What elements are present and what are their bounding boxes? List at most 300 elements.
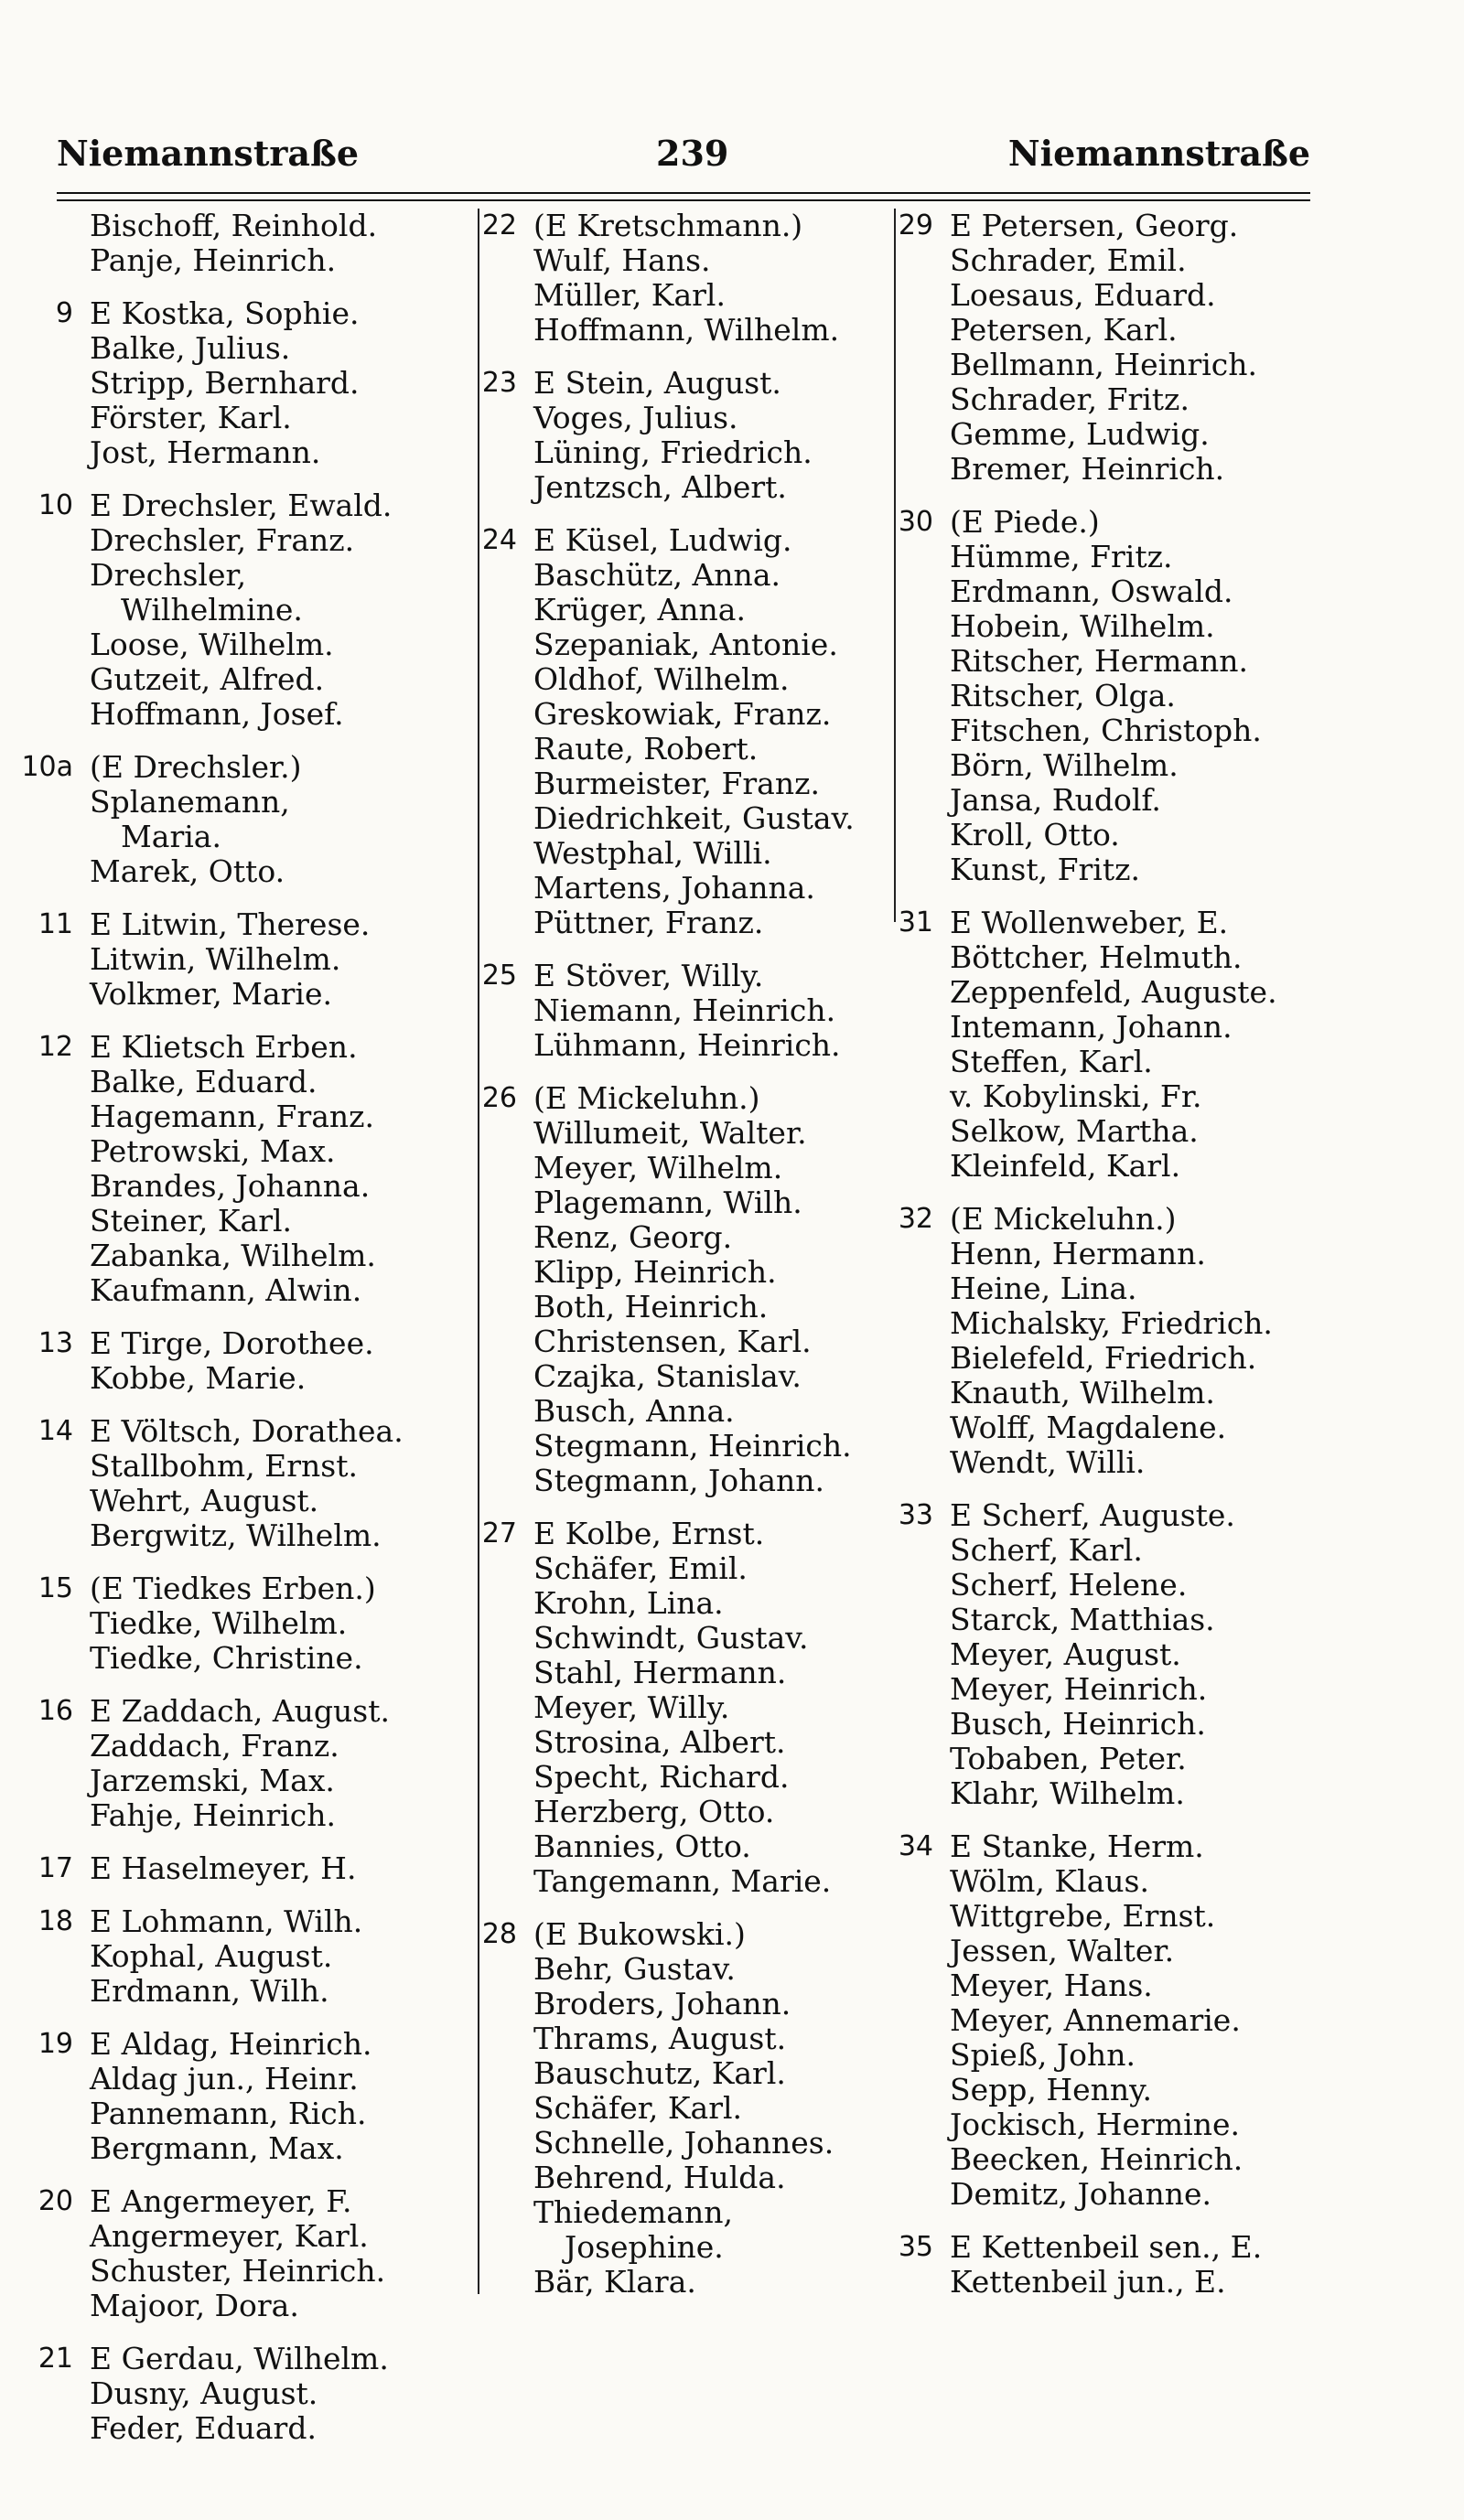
directory-entry — [878, 1237, 1427, 1271]
resident-name: Loose, Wilhelm. — [90, 627, 334, 662]
directory-entry — [878, 452, 1427, 487]
directory-entry — [878, 853, 1427, 887]
resident-name: Lühmann, Heinrich. — [533, 1027, 841, 1063]
resident-name: Wölm, Klaus. — [950, 1863, 1149, 1899]
resident-name: (E Piede.) — [950, 504, 1100, 540]
house-number: 24 — [481, 524, 517, 556]
resident-name: Börn, Wilhelm. — [950, 747, 1179, 783]
resident-name: E Petersen, Georg. — [950, 208, 1239, 243]
house-number: 23 — [481, 367, 517, 399]
header-rule-top — [57, 192, 1310, 194]
resident-name: E Kettenbeil sen., E. — [950, 2229, 1263, 2265]
resident-name: Kunst, Fritz. — [950, 852, 1140, 887]
directory-column-1 — [18, 209, 476, 2446]
directory-entry — [18, 1729, 476, 1764]
resident-name: Meyer, August. — [950, 1636, 1181, 1672]
directory-entry — [18, 1361, 476, 1396]
directory-entry — [878, 1603, 1427, 1637]
directory-entry — [462, 313, 892, 348]
directory-entry — [18, 2376, 476, 2411]
directory-entry — [18, 1273, 476, 1308]
directory-entry — [878, 1410, 1427, 1445]
directory-entry — [878, 278, 1427, 313]
resident-name: Schrader, Emil. — [950, 242, 1187, 278]
directory-entry — [462, 1255, 892, 1290]
resident-name: Hümme, Fritz. — [950, 539, 1173, 574]
resident-name: Henn, Hermann. — [950, 1236, 1206, 1271]
directory-entry — [18, 558, 476, 593]
resident-name: Bauschutz, Karl. — [533, 2055, 786, 2091]
directory-entry — [878, 1079, 1427, 1114]
directory-entry — [462, 2195, 892, 2230]
resident-name: (E Tiedkes Erben.) — [90, 1571, 376, 1606]
resident-name: Bischoff, Reinhold. — [90, 208, 378, 243]
resident-name: Feder, Eduard. — [90, 2410, 317, 2446]
resident-name: Steffen, Karl. — [950, 1044, 1153, 1079]
resident-name: Szepaniak, Antonie. — [533, 627, 838, 662]
resident-name: Petersen, Karl. — [950, 312, 1178, 348]
resident-name: Panje, Heinrich. — [90, 242, 337, 278]
resident-name: Kettenbeil jun., E. — [950, 2264, 1226, 2300]
directory-entry — [878, 1010, 1427, 1045]
directory-entry — [462, 1151, 892, 1185]
directory-entry — [18, 1764, 476, 1798]
resident-name: E Tirge, Dorothee. — [90, 1325, 374, 1361]
resident-name: Jockisch, Hermine. — [950, 2107, 1240, 2142]
directory-entry — [878, 1934, 1427, 1968]
resident-name: Stahl, Hermann. — [533, 1655, 787, 1690]
directory-entry — [878, 1864, 1427, 1899]
directory-entry — [462, 1656, 892, 1690]
directory-entry — [878, 2230, 1427, 2265]
directory-entry — [878, 1637, 1427, 1672]
resident-name: Splanemann, — [90, 784, 290, 820]
resident-name: E Kolbe, Ernst. — [533, 1516, 765, 1551]
directory-entry — [18, 2184, 476, 2219]
resident-name: Meyer, Wilhelm. — [533, 1150, 783, 1185]
directory-entry — [878, 382, 1427, 417]
resident-name: Kophal, August. — [90, 1938, 333, 1974]
resident-name: Hoffmann, Wilhelm. — [533, 312, 840, 348]
directory-entry — [462, 435, 892, 470]
resident-name: Demitz, Johanne. — [950, 2176, 1212, 2212]
resident-name: E Angermeyer, F. — [90, 2183, 352, 2219]
resident-name: Müller, Karl. — [533, 277, 726, 313]
resident-name: Both, Heinrich. — [533, 1289, 769, 1324]
resident-name: Brandes, Johanna. — [90, 1168, 371, 1204]
resident-name: E Küsel, Ludwig. — [533, 522, 792, 558]
resident-name: Westphal, Willi. — [533, 835, 772, 871]
resident-name: E Haselmeyer, H. — [90, 1850, 357, 1886]
resident-name: Tiedke, Christine. — [90, 1640, 363, 1676]
header-rule-bottom — [57, 199, 1310, 201]
resident-name: Hobein, Wilhelm. — [950, 608, 1215, 644]
house-number: 20 — [38, 2185, 73, 2217]
directory-entry — [878, 505, 1427, 540]
resident-name: Knauth, Wilhelm. — [950, 1375, 1215, 1410]
directory-entry — [462, 1829, 892, 1864]
resident-name: Herzberg, Otto. — [533, 1794, 775, 1829]
directory-entry — [18, 2027, 476, 2062]
resident-name: Strosina, Albert. — [533, 1724, 786, 1760]
resident-name: Intemann, Johann. — [950, 1009, 1233, 1045]
directory-entry — [18, 1099, 476, 1134]
house-number: 17 — [38, 1852, 73, 1884]
resident-name: E Scherf, Auguste. — [950, 1497, 1235, 1533]
directory-entry — [18, 435, 476, 470]
resident-name: Drechsler, — [90, 557, 247, 593]
directory-entry — [878, 1202, 1427, 1237]
directory-entry — [462, 1760, 892, 1795]
resident-name: Renz, Georg. — [533, 1219, 733, 1255]
directory-entry — [462, 1429, 892, 1464]
directory-entry — [18, 2411, 476, 2446]
resident-name: Förster, Karl. — [90, 400, 292, 435]
resident-name: E Klietsch Erben. — [90, 1029, 358, 1065]
directory-entry — [878, 2107, 1427, 2142]
directory-entry — [18, 523, 476, 558]
resident-name: (E Mickeluhn.) — [533, 1080, 760, 1116]
resident-name: Christensen, Karl. — [533, 1324, 812, 1359]
resident-name: Jessen, Walter. — [950, 1933, 1175, 1968]
resident-name: Busch, Anna. — [533, 1393, 735, 1429]
resident-name: Kobbe, Marie. — [90, 1360, 307, 1396]
directory-entry — [18, 1169, 476, 1204]
directory-entry — [18, 2096, 476, 2131]
directory-entry — [18, 1204, 476, 1239]
resident-name: Meyer, Annemarie. — [950, 2002, 1241, 2038]
resident-name: Hagemann, Franz. — [90, 1099, 375, 1134]
house-number: 25 — [481, 960, 517, 992]
directory-entry — [878, 1114, 1427, 1149]
directory-entry — [18, 1904, 476, 1939]
directory-entry — [878, 748, 1427, 783]
resident-name: Kaufmann, Alwin. — [90, 1272, 362, 1308]
resident-name: E Stöver, Willy. — [533, 958, 764, 993]
resident-name: Erdmann, Oswald. — [950, 574, 1233, 609]
directory-entry — [18, 1326, 476, 1361]
house-number: 22 — [481, 209, 517, 241]
directory-entry — [878, 1533, 1427, 1568]
directory-entry — [878, 1829, 1427, 1864]
resident-name: Loesaus, Eduard. — [950, 277, 1216, 313]
resident-name: Klipp, Heinrich. — [533, 1254, 777, 1290]
resident-name: Zeppenfeld, Auguste. — [950, 974, 1277, 1010]
resident-name: v. Kobylinski, Fr. — [950, 1078, 1202, 1114]
house-number: 21 — [38, 2343, 73, 2375]
directory-entry — [878, 1306, 1427, 1341]
directory-entry — [18, 977, 476, 1012]
resident-name: Oldhof, Wilhelm. — [533, 661, 790, 697]
house-number: 29 — [898, 209, 933, 241]
resident-name: Schuster, Heinrich. — [90, 2253, 386, 2289]
resident-name: Aldag jun., Heinr. — [90, 2061, 359, 2096]
resident-name: Stallbohm, Ernst. — [90, 1448, 358, 1484]
directory-entry — [18, 662, 476, 697]
directory-entry — [462, 2021, 892, 2056]
directory-entry — [878, 609, 1427, 644]
resident-name: Petrowski, Max. — [90, 1133, 336, 1169]
directory-entry — [462, 523, 892, 558]
directory-entry — [18, 1798, 476, 1833]
resident-name: Jost, Hermann. — [90, 434, 321, 470]
directory-entry — [878, 1445, 1427, 1480]
resident-name: Klahr, Wilhelm. — [950, 1775, 1185, 1811]
directory-entry — [18, 593, 476, 627]
directory-entry — [462, 1917, 892, 1952]
resident-name: Schnelle, Johannes. — [533, 2125, 834, 2161]
directory-entry — [462, 959, 892, 993]
directory-entry — [462, 1185, 892, 1220]
house-number: 26 — [481, 1082, 517, 1114]
directory-entry — [462, 209, 892, 243]
directory-entry — [462, 1517, 892, 1551]
directory-entry — [462, 558, 892, 593]
directory-entry — [18, 1030, 476, 1065]
resident-name: Lüning, Friedrich. — [533, 434, 813, 470]
house-number: 31 — [898, 906, 933, 938]
house-number: 19 — [38, 2028, 73, 2060]
resident-name: Krohn, Lina. — [533, 1585, 724, 1621]
directory-entry — [18, 785, 476, 820]
resident-name: Scherf, Karl. — [950, 1532, 1143, 1568]
directory-entry — [18, 627, 476, 662]
house-number: 32 — [898, 1203, 933, 1235]
directory-entry — [18, 2254, 476, 2289]
resident-name: Jansa, Rudolf. — [950, 782, 1161, 818]
resident-name: Behr, Gustav. — [533, 1951, 736, 1987]
resident-name: Steiner, Karl. — [90, 1203, 293, 1239]
directory-entry — [462, 2265, 892, 2300]
directory-entry — [462, 1725, 892, 1760]
resident-name: Tobaben, Peter. — [950, 1741, 1187, 1776]
directory-entry — [18, 820, 476, 854]
directory-entry — [462, 1987, 892, 2021]
directory-entry — [878, 2177, 1427, 2212]
directory-entry — [878, 783, 1427, 818]
resident-name: E Drechsler, Ewald. — [90, 488, 393, 523]
directory-entry — [878, 975, 1427, 1010]
resident-name: Baschütz, Anna. — [533, 557, 780, 593]
directory-entry — [18, 1694, 476, 1729]
resident-name: (E Mickeluhn.) — [950, 1201, 1177, 1237]
resident-name: Schrader, Fritz. — [950, 381, 1190, 417]
resident-name: Josephine. — [565, 2229, 724, 2265]
directory-entry — [878, 348, 1427, 382]
directory-entry — [462, 801, 892, 836]
resident-name: Wolff, Magdalene. — [950, 1410, 1227, 1445]
directory-entry — [18, 1065, 476, 1099]
directory-entry — [878, 2038, 1427, 2073]
directory-entry — [18, 1606, 476, 1641]
resident-name: Wendt, Willi. — [950, 1444, 1146, 1480]
directory-entry — [878, 818, 1427, 853]
directory-entry — [878, 209, 1427, 243]
directory-entry — [462, 767, 892, 801]
directory-entry — [878, 1045, 1427, 1079]
resident-name: Böttcher, Helmuth. — [950, 939, 1243, 975]
resident-name: Starck, Matthias. — [950, 1602, 1215, 1637]
directory-entry — [878, 417, 1427, 452]
resident-name: Willumeit, Walter. — [533, 1115, 807, 1151]
resident-name: Wilhelmine. — [121, 592, 303, 627]
directory-entry — [18, 1518, 476, 1553]
directory-entry — [18, 1974, 476, 2009]
directory-entry — [878, 1149, 1427, 1184]
directory-entry — [878, 2003, 1427, 2038]
directory-entry — [462, 1394, 892, 1429]
directory-entry — [878, 713, 1427, 748]
house-number: 10a — [21, 751, 73, 783]
directory-entry — [18, 1851, 476, 1886]
resident-name: Gemme, Ludwig. — [950, 416, 1210, 452]
resident-name: Gutzeit, Alfred. — [90, 661, 325, 697]
directory-entry — [462, 1324, 892, 1359]
resident-name: E Kostka, Sophie. — [90, 295, 360, 331]
directory-entry — [18, 243, 476, 278]
running-head-right: Niemannstraße — [1007, 133, 1310, 174]
directory-entry — [462, 1290, 892, 1324]
directory-entry — [18, 401, 476, 435]
directory-entry — [462, 1116, 892, 1151]
directory-entry — [462, 593, 892, 627]
house-number: 16 — [38, 1695, 73, 1727]
directory-entry — [462, 1028, 892, 1063]
directory-entry — [462, 1864, 892, 1899]
resident-name: E Gerdau, Wilhelm. — [90, 2341, 389, 2376]
resident-name: (E Drechsler.) — [90, 749, 302, 785]
resident-name: Schwindt, Gustav. — [533, 1620, 809, 1656]
directory-entry — [462, 1551, 892, 1586]
directory-entry — [878, 1899, 1427, 1934]
house-number: 15 — [38, 1572, 73, 1604]
resident-name: Plagemann, Wilh. — [533, 1185, 802, 1220]
house-number: 30 — [898, 506, 933, 538]
directory-entry — [878, 1742, 1427, 1776]
directory-entry — [18, 331, 476, 366]
resident-name: Heine, Lina. — [950, 1271, 1137, 1306]
directory-entry — [462, 1952, 892, 1987]
directory-entry — [462, 697, 892, 732]
directory-entry — [462, 906, 892, 940]
resident-name: Schäfer, Emil. — [533, 1550, 748, 1586]
resident-name: Balke, Julius. — [90, 330, 291, 366]
directory-entry — [878, 1707, 1427, 1742]
directory-entry — [462, 2091, 892, 2126]
directory-entry — [462, 732, 892, 767]
directory-entry — [18, 1939, 476, 1974]
house-number: 28 — [481, 1918, 517, 1950]
house-number: 9 — [55, 297, 73, 329]
resident-name: (E Kretschmann.) — [533, 208, 803, 243]
resident-name: E Aldag, Heinrich. — [90, 2026, 372, 2062]
resident-name: Angermeyer, Karl. — [90, 2218, 369, 2254]
resident-name: Bremer, Heinrich. — [950, 451, 1225, 487]
resident-name: Bergwitz, Wilhelm. — [90, 1517, 382, 1553]
directory-entry — [18, 942, 476, 977]
resident-name: E Völtsch, Dorathea. — [90, 1413, 404, 1449]
resident-name: Jentzsch, Albert. — [533, 469, 787, 505]
directory-entry — [18, 2289, 476, 2323]
resident-name: Stegmann, Heinrich. — [533, 1428, 852, 1464]
directory-entry — [18, 1571, 476, 1606]
resident-name: Thrams, August. — [533, 2021, 787, 2056]
resident-name: Balke, Eduard. — [90, 1064, 318, 1099]
resident-name: Burmeister, Franz. — [533, 766, 820, 801]
resident-name: (E Bukowski.) — [533, 1916, 746, 1952]
resident-name: Majoor, Dora. — [90, 2288, 299, 2323]
resident-name: E Zaddach, August. — [90, 1693, 390, 1729]
directory-entry — [462, 871, 892, 906]
resident-name: Sepp, Henny. — [950, 2072, 1152, 2107]
house-number: 33 — [898, 1499, 933, 1531]
directory-entry — [462, 1359, 892, 1394]
directory-entry — [18, 1484, 476, 1518]
directory-entry — [18, 2219, 476, 2254]
directory-column-3 — [878, 209, 1427, 2300]
resident-name: Bär, Klara. — [533, 2264, 696, 2300]
resident-name: Bielefeld, Friedrich. — [950, 1340, 1257, 1376]
resident-name: Maria. — [121, 819, 221, 854]
directory-entry — [462, 1795, 892, 1829]
resident-name: Volkmer, Marie. — [90, 976, 332, 1012]
resident-name: Ritscher, Hermann. — [950, 643, 1249, 679]
directory-entry — [18, 854, 476, 889]
directory-entry — [18, 1414, 476, 1449]
resident-name: Ritscher, Olga. — [950, 678, 1176, 713]
directory-entry — [878, 2073, 1427, 2107]
directory-entry — [462, 1586, 892, 1621]
resident-name: Litwin, Wilhelm. — [90, 941, 341, 977]
directory-entry — [462, 993, 892, 1028]
house-number: 27 — [481, 1517, 517, 1550]
directory-entry — [878, 1776, 1427, 1811]
directory-entry — [878, 940, 1427, 975]
directory-entry — [18, 209, 476, 243]
resident-name: Voges, Julius. — [533, 400, 738, 435]
directory-entry — [878, 906, 1427, 940]
resident-name: Fahje, Heinrich. — [90, 1797, 336, 1833]
directory-entry — [878, 2142, 1427, 2177]
resident-name: Meyer, Heinrich. — [950, 1671, 1208, 1707]
resident-name: Tiedke, Wilhelm. — [90, 1605, 348, 1641]
resident-name: Jarzemski, Max. — [90, 1763, 335, 1798]
directory-entry — [878, 1376, 1427, 1410]
resident-name: Raute, Robert. — [533, 731, 759, 767]
directory-entry — [462, 1081, 892, 1116]
page-header — [57, 133, 1310, 188]
directory-entry — [462, 1690, 892, 1725]
directory-entry — [18, 1449, 476, 1484]
directory-entry — [18, 1641, 476, 1676]
directory-entry — [18, 488, 476, 523]
resident-name: Busch, Heinrich. — [950, 1706, 1206, 1742]
resident-name: Broders, Johann. — [533, 1986, 791, 2021]
directory-entry — [18, 750, 476, 785]
resident-name: Bannies, Otto. — [533, 1828, 751, 1864]
resident-name: Greskowiak, Franz. — [533, 696, 832, 732]
resident-name: Specht, Richard. — [533, 1759, 790, 1795]
resident-name: Scherf, Helene. — [950, 1567, 1188, 1603]
directory-entry — [18, 366, 476, 401]
resident-name: Erdmann, Wilh. — [90, 1973, 329, 2009]
directory-entry — [18, 697, 476, 732]
resident-name: Beecken, Heinrich. — [950, 2141, 1243, 2177]
directory-entry — [18, 2062, 476, 2096]
resident-name: Czajka, Stanislav. — [533, 1358, 802, 1394]
house-number: 35 — [898, 2231, 933, 2263]
house-number: 12 — [38, 1031, 73, 1063]
